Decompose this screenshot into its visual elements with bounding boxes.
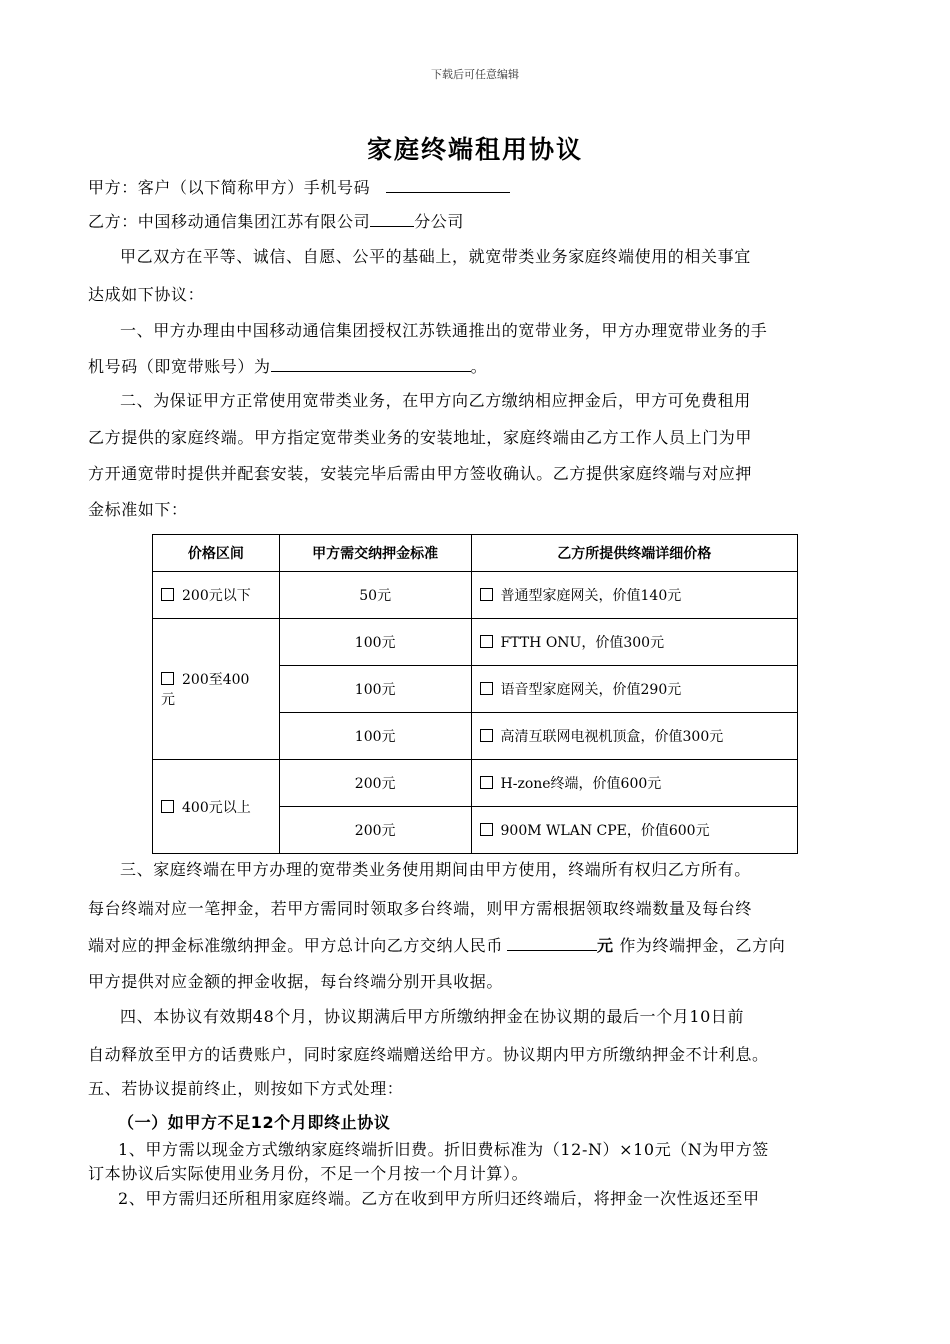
checkbox[interactable] — [480, 729, 493, 742]
checkbox[interactable] — [161, 800, 174, 813]
yuan-unit: 元 — [597, 936, 614, 955]
clause-5-subheading: （一）如甲方不足12个月即终止协议 — [118, 1113, 391, 1132]
device-label: 900M WLAN CPE，价值600元 — [500, 823, 710, 839]
header-device-price: 乙方所提供终端详细价格 — [471, 535, 797, 572]
deposit-cell: 100元 — [279, 713, 471, 760]
total-deposit-label: 端对应的押金标准缴纳押金。甲方总计向乙方交纳人民币 — [88, 936, 504, 955]
range-cell-2 — [153, 619, 280, 760]
clause-5-item-1-line-1: 1、甲方需以现金方式缴纳家庭终端折旧费。折旧费标准为（12-N）×10元（N为甲方签 — [118, 1140, 769, 1159]
phone-number-blank[interactable] — [386, 176, 510, 193]
device-label: FTTH ONU，价值300元 — [500, 635, 665, 651]
document-title: 家庭终端租用协议 — [366, 135, 583, 164]
clause-4-line-1: 四、本协议有效期48个月，协议期满后甲方所缴纳押金在协议期的最后一个月10日前 — [120, 1007, 745, 1026]
device-cell — [471, 713, 797, 760]
device-label: H-zone终端，价值600元 — [500, 776, 662, 792]
header-price-range: 价格区间 — [153, 535, 280, 572]
deposit-cell: 50元 — [279, 572, 471, 619]
range-label: 400元以上 — [182, 799, 251, 816]
deposit-cell: 200元 — [279, 760, 471, 807]
table-header-row — [153, 535, 798, 572]
clause-2-line-4: 金标准如下： — [88, 500, 188, 519]
party-b-suffix: 分公司 — [414, 212, 465, 231]
range-label-cont: 元 — [161, 692, 175, 708]
checkbox[interactable] — [480, 776, 493, 789]
intro-line-2: 达成如下协议： — [88, 285, 205, 304]
account-end: 。 — [470, 357, 488, 376]
range-cell-3 — [153, 760, 280, 854]
party-a-line — [88, 176, 868, 200]
total-deposit-suffix: 作为终端押金，乙方向 — [619, 936, 786, 955]
clause-3-line-4: 甲方提供对应金额的押金收据，每台终端分别开具收据。 — [88, 972, 504, 991]
table-row — [153, 619, 798, 666]
clause-3-line-1: 三、家庭终端在甲方办理的宽带类业务使用期间由甲方使用，终端所有权归乙方所有。 — [120, 860, 751, 879]
deposit-cell: 100元 — [279, 619, 471, 666]
clause-2-line-2: 乙方提供的家庭终端。甲方指定宽带类业务的安装地址，家庭终端由乙方工作人员上门为甲 — [88, 428, 753, 447]
device-cell — [471, 760, 797, 807]
party-b-prefix: 乙方：中国移动通信集团江苏有限公司 — [88, 212, 371, 231]
intro-line-1: 甲乙双方在平等、诚信、自愿、公平的基础上，就宽带类业务家庭终端使用的相关事宜 — [120, 247, 751, 266]
device-label: 语音型家庭网关，价值290元 — [500, 682, 682, 698]
header-deposit: 甲方需交纳押金标准 — [279, 535, 471, 572]
clause-5-line-1: 五、若协议提前终止，则按如下方式处理： — [88, 1079, 404, 1098]
checkbox[interactable] — [480, 635, 493, 648]
table-row — [153, 572, 798, 619]
deposit-cell: 200元 — [279, 807, 471, 854]
checkbox[interactable] — [161, 672, 174, 685]
device-cell — [471, 572, 797, 619]
checkbox[interactable] — [161, 588, 174, 601]
device-label: 普通型家庭网关，价值140元 — [500, 588, 682, 604]
range-label: 200至400 — [182, 672, 250, 688]
checkbox[interactable] — [480, 682, 493, 695]
header-note: 下载后可任意编辑 — [431, 68, 519, 81]
party-a-label: 甲方：客户（以下简称甲方）手机号码 — [88, 178, 371, 197]
deposit-cell: 100元 — [279, 666, 471, 713]
account-label: 机号码（即宽带账号）为 — [88, 357, 271, 376]
clause-1-line-2 — [88, 355, 868, 379]
clause-5-item-2-line-1: 2、甲方需归还所租用家庭终端。乙方在收到甲方所归还终端后，将押金一次性返还至甲 — [118, 1189, 760, 1208]
clause-1-line-1: 一、甲方办理由中国移动通信集团授权江苏铁通推出的宽带业务，甲方办理宽带业务的手 — [120, 321, 768, 340]
checkbox[interactable] — [480, 588, 493, 601]
branch-blank[interactable] — [370, 210, 414, 227]
clause-4-line-2: 自动释放至甲方的话费账户，同时家庭终端赠送给甲方。协议期内甲方所缴纳押金不计利息。 — [88, 1045, 769, 1064]
clause-3-line-3 — [88, 934, 868, 958]
clause-3-line-2: 每台终端对应一笔押金，若甲方需同时领取多台终端，则甲方需根据领取终端数量及每台终 — [88, 899, 753, 918]
device-cell — [471, 807, 797, 854]
device-cell — [471, 619, 797, 666]
party-b-line — [88, 210, 868, 234]
checkbox[interactable] — [480, 823, 493, 836]
clause-5-item-1-line-2: 订本协议后实际使用业务月份，不足一个月按一个月计算）。 — [88, 1164, 529, 1183]
clause-2-line-3: 方开通宽带时提供并配套安装，安装完毕后需由甲方签收确认。乙方提供家庭终端与对应押 — [88, 464, 753, 483]
range-label: 200元以下 — [182, 588, 251, 604]
device-cell — [471, 666, 797, 713]
total-deposit-blank[interactable] — [507, 934, 597, 951]
deposit-table — [152, 534, 798, 854]
device-label: 高清互联网电视机顶盒，价值300元 — [500, 729, 724, 745]
range-cell-1 — [153, 572, 280, 619]
clause-2-line-1: 二、为保证甲方正常使用宽带类业务，在甲方向乙方缴纳相应押金后，甲方可免费租用 — [120, 391, 751, 410]
account-blank[interactable] — [271, 355, 471, 372]
table-row — [153, 760, 798, 807]
